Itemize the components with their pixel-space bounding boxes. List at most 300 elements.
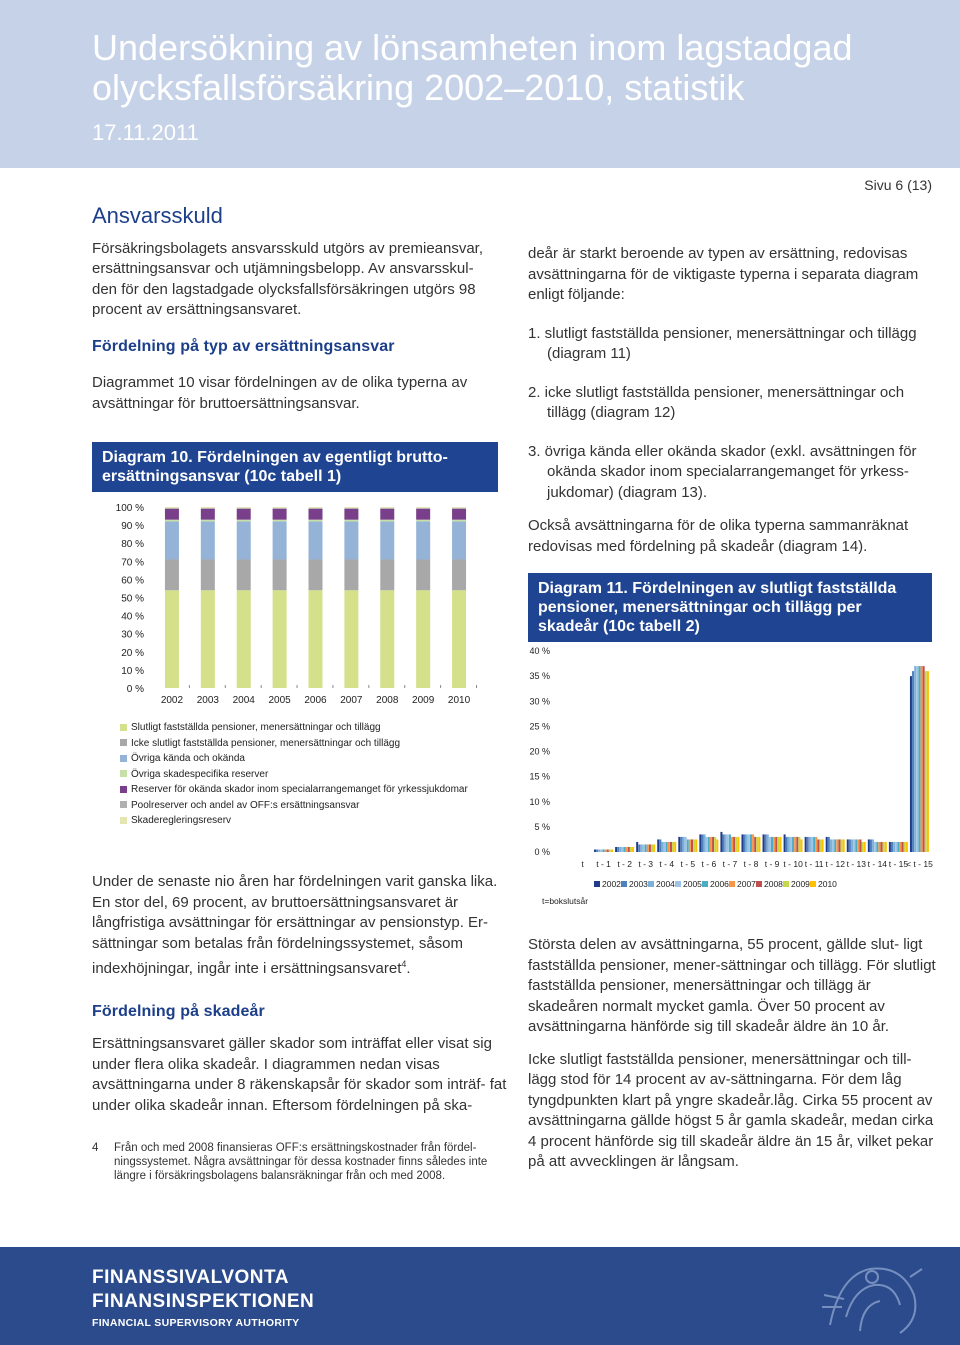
bar-segment xyxy=(165,507,179,508)
y-tick-label: 0 % xyxy=(534,847,550,857)
y-tick-label: 30 % xyxy=(121,629,144,641)
legend-swatch xyxy=(702,881,708,887)
bar xyxy=(801,839,803,852)
bar xyxy=(807,837,809,852)
bar xyxy=(729,834,731,852)
bar-segment xyxy=(416,520,430,522)
bar-segment xyxy=(380,559,394,590)
bar xyxy=(881,842,883,852)
legend-swatch xyxy=(120,739,127,746)
bar xyxy=(712,837,714,852)
bar xyxy=(857,839,859,852)
bar xyxy=(809,837,811,852)
text-line: enligt följande: xyxy=(528,286,625,303)
bar-segment xyxy=(344,559,358,590)
legend-item xyxy=(120,815,231,826)
x-tick-label: < t - 15 xyxy=(906,859,933,869)
bar xyxy=(918,666,920,852)
footer-brand-fi: FINANSSIVALVONTA xyxy=(92,1267,289,1288)
bar xyxy=(621,847,623,852)
bar xyxy=(716,839,718,852)
bar xyxy=(921,666,923,852)
x-tick-mark xyxy=(476,685,477,688)
text-line: lika. En stor del, 69 procent, av bruttoersättningsansvaret xyxy=(92,873,498,911)
legend-label: Slutligt fastställda pensioner, menersättningar och tillägg xyxy=(131,722,381,733)
bar xyxy=(805,837,807,852)
bar xyxy=(748,834,750,852)
y-tick-label: 40 % xyxy=(529,646,550,656)
diagram-11-title xyxy=(528,573,932,642)
bar xyxy=(765,834,767,852)
diagram-11-chart xyxy=(528,643,940,913)
bar xyxy=(927,671,929,852)
legend-swatch xyxy=(594,881,600,887)
text-line: (diagram 11) xyxy=(547,345,631,362)
legend-swatch xyxy=(120,817,127,824)
y-tick-label: 0 % xyxy=(126,684,144,695)
bar xyxy=(683,837,685,852)
bar xyxy=(828,837,830,852)
paragraph-r1 xyxy=(528,244,938,306)
bar xyxy=(883,842,885,852)
bar xyxy=(794,837,796,852)
bar-segment xyxy=(201,590,215,688)
bar xyxy=(784,834,786,852)
bar-segment xyxy=(452,590,466,688)
text-fragment: indexhöjningar, ingår inte i ersättningsansvaret xyxy=(92,960,402,977)
bar-segment xyxy=(416,521,430,559)
legend-label: 2003 xyxy=(629,879,648,889)
bar xyxy=(786,837,788,852)
bar-segment xyxy=(165,590,179,688)
diagram-title-line: Diagram 10. Fördelningen av egentligt brutto- xyxy=(102,449,448,466)
legend-label: Poolreserver och andel av OFF:s ersättningsansvar xyxy=(131,799,360,811)
bar xyxy=(598,849,600,852)
text-line: redovisas med fördelning på skadeår (diagram 14). xyxy=(528,537,868,555)
bar xyxy=(678,837,680,852)
legend-label: 2008 xyxy=(764,879,783,889)
bar-segment xyxy=(273,520,287,522)
document-title xyxy=(92,28,932,108)
text-fragment: . xyxy=(406,960,411,977)
text-line: cirka 4 procent hänförde sig till skadeår äldre än 15 år, vilket xyxy=(528,1112,934,1150)
x-tick-label: 2006 xyxy=(304,695,327,706)
text-line: avsättningarna hänförde sig till skadeår äldre än 10 år. xyxy=(528,1018,890,1035)
bar xyxy=(878,842,880,852)
title-line-1: Undersökning av lönsamheten inom lagstadgad xyxy=(92,27,853,68)
legend-swatch xyxy=(621,881,627,887)
x-tick-label: t - 5 xyxy=(680,859,696,869)
bar xyxy=(680,837,682,852)
bar-segment xyxy=(416,507,430,508)
bar-segment xyxy=(416,590,430,688)
bar xyxy=(864,842,866,852)
x-tick-label: t xyxy=(581,859,584,869)
bar-segment xyxy=(237,521,251,559)
legend-swatch xyxy=(756,881,762,887)
bar xyxy=(763,834,765,852)
y-tick-label: 60 % xyxy=(121,575,144,587)
diagram-title-line: pensioner, menersättningar och tillägg per xyxy=(538,599,862,616)
right-column-lower xyxy=(528,935,940,1173)
legend-item xyxy=(120,753,245,764)
diagram-title-line: Diagram 11. Fördelningen av slutligt fastställda xyxy=(538,580,897,597)
text-line xyxy=(92,960,411,977)
bar xyxy=(756,837,758,852)
bar xyxy=(714,837,716,852)
bar xyxy=(723,834,725,852)
bar xyxy=(649,844,651,852)
text-line: okända skador inom specialarrangemanget för yrkess- xyxy=(547,463,909,480)
text-line: avsättningarna för de viktigaste typerna i separata diagram xyxy=(528,265,919,283)
paragraph-r4 xyxy=(528,1050,940,1173)
text-line: jukdomar) (diagram 13). xyxy=(547,483,708,501)
left-column-lower xyxy=(92,872,507,1116)
bar xyxy=(792,837,794,852)
y-tick-label: 50 % xyxy=(121,593,144,605)
bar-segment xyxy=(452,507,466,508)
text-line: Er-sättningar som betalas från fördelningssystemet, såsom xyxy=(92,914,489,952)
x-tick-label: 2008 xyxy=(376,695,399,706)
text-line: slutligt fastställda pensioner, menersättningar och tillägg xyxy=(528,956,936,994)
bar xyxy=(853,839,855,852)
bar-segment xyxy=(380,507,394,508)
footnote-ref: 4 xyxy=(401,959,407,969)
bar-segment xyxy=(380,520,394,522)
x-tick-label: t - 12 xyxy=(825,859,845,869)
x-tick-label: t - 1 xyxy=(596,859,611,869)
legend-label: 2004 xyxy=(656,879,675,889)
bar xyxy=(798,837,800,852)
bar xyxy=(607,849,609,852)
bar xyxy=(822,839,824,852)
bar xyxy=(775,837,777,852)
legend-swatch xyxy=(675,881,681,887)
text-line: Diagrammet 10 visar fördelningen av de olika typerna av xyxy=(92,374,468,391)
bar xyxy=(796,837,798,852)
bar-segment xyxy=(344,507,358,508)
bar xyxy=(619,847,621,852)
y-tick-label: 5 % xyxy=(534,821,550,832)
footnote-line: längre i försäkringsbolagens balansräkningar från och med 2008. xyxy=(114,1170,446,1182)
bar-segment xyxy=(380,508,394,509)
bar xyxy=(813,837,815,852)
y-tick-label: 30 % xyxy=(529,696,550,707)
title-line-2: olycksfallsförsäkring 2002–2010, statistik xyxy=(92,67,745,108)
bar-segment xyxy=(201,520,215,522)
bar xyxy=(811,837,813,852)
bar xyxy=(830,839,832,852)
bar xyxy=(826,837,828,852)
y-tick-label: 35 % xyxy=(529,671,550,682)
list-item-1 xyxy=(528,324,938,365)
text-line: deår är starkt beroende av typen av ersättning, redovisas xyxy=(528,245,908,262)
bar xyxy=(862,842,864,852)
text-line: fat under olika skadeår innan. Eftersom fördelningen på ska- xyxy=(92,1076,507,1114)
paragraph-1 xyxy=(92,239,502,321)
bar xyxy=(661,842,663,852)
bar xyxy=(773,837,775,852)
bar xyxy=(706,837,708,852)
bar xyxy=(925,671,927,852)
bar xyxy=(693,839,695,852)
y-tick-label: 20 % xyxy=(121,647,144,659)
bar xyxy=(771,837,773,852)
legend-swatch xyxy=(120,724,127,731)
text-line: ligt fastställda pensioner, mener-sättningar och tillägg. För xyxy=(528,936,923,974)
bar xyxy=(914,666,916,852)
bar xyxy=(817,839,819,852)
bar xyxy=(851,839,853,852)
x-tick-label: 2005 xyxy=(268,695,291,706)
x-tick-mark xyxy=(404,685,405,688)
paragraph-r2 xyxy=(528,516,938,557)
bar xyxy=(685,837,687,852)
x-tick-mark xyxy=(440,685,441,688)
bar xyxy=(720,832,722,852)
y-tick-label: 10 % xyxy=(121,665,144,677)
bar xyxy=(819,839,821,852)
bar xyxy=(632,847,634,852)
y-tick-label: 20 % xyxy=(529,746,550,757)
bar-segment xyxy=(344,508,358,509)
text-line: Försäkringsbolagets ansvarsskuld utgörs av premieansvar, xyxy=(92,239,484,257)
x-tick-label: t - 9 xyxy=(764,859,780,869)
text-line: sig under flera olika skadeår. I diagrammen nedan visas xyxy=(92,1035,492,1073)
bar-segment xyxy=(237,509,251,520)
text-line: pekar på att avvecklingen är långsam. xyxy=(528,1132,934,1170)
document-date: 17.11.2011 xyxy=(92,120,199,145)
y-tick-label: 100 % xyxy=(115,503,144,514)
bar-segment xyxy=(165,509,179,520)
bar xyxy=(849,839,851,852)
paragraph-4 xyxy=(92,1034,507,1116)
legend-swatch xyxy=(810,881,816,887)
legend-item xyxy=(120,722,381,733)
x-tick-label: t - 7 xyxy=(722,859,738,869)
legend-label: 2010 xyxy=(818,879,837,889)
text-line: är långfristiga avsättningar för ersättningar av pensionstyp. xyxy=(92,893,464,931)
legend-swatch xyxy=(120,786,127,793)
bar-segment xyxy=(201,521,215,559)
legend-item xyxy=(120,738,400,749)
bar xyxy=(704,834,706,852)
bar xyxy=(638,844,640,852)
bar-segment xyxy=(273,559,287,590)
bar xyxy=(752,834,754,852)
x-tick-mark xyxy=(297,685,298,688)
text-line: 1. slutligt fastställda pensioner, menersättningar och tillägg xyxy=(528,324,917,342)
y-tick-label: 10 % xyxy=(529,796,550,807)
text-line: Största delen av avsättningarna, 55 procent, gällde slut- xyxy=(528,936,900,953)
bar xyxy=(630,847,632,852)
bar xyxy=(843,839,845,852)
text-line: av avsättningarna gällde högst 5 år gamla skadeår, medan xyxy=(528,1091,933,1129)
bar xyxy=(769,837,771,852)
text-line: är skadeåren normalt mycket gamla. Över 50 procent av xyxy=(528,977,885,1015)
footnote xyxy=(92,1141,512,1183)
text-line: Icke slutligt fastställda pensioner, menersättningar och till- xyxy=(528,1050,912,1068)
legend-label: Skaderegleringsreserv xyxy=(131,815,232,826)
x-tick-label: 2010 xyxy=(447,695,471,706)
legend-swatch xyxy=(729,881,735,887)
bar-segment xyxy=(237,559,251,590)
bar xyxy=(699,834,701,852)
bar xyxy=(664,842,666,852)
bar-segment xyxy=(309,507,323,508)
legend-label: 2009 xyxy=(791,879,810,889)
text-line: Under de senaste nio åren har fördelningen varit ganska xyxy=(92,873,467,890)
bar xyxy=(834,839,836,852)
bar xyxy=(689,839,691,852)
bar-segment xyxy=(201,509,215,520)
paragraph-r3 xyxy=(528,935,940,1038)
text-line: lägg stod för 14 procent av av-sättningarna. För dem låg xyxy=(528,1071,902,1088)
bar xyxy=(701,834,703,852)
bar xyxy=(600,849,602,852)
bar-segment xyxy=(344,509,358,520)
bar xyxy=(645,844,647,852)
bar-segment xyxy=(237,507,251,508)
x-tick-label: t - 6 xyxy=(701,859,717,869)
text-line: avsättningarna under 8 räkenskapsår för skador som inträf- xyxy=(92,1076,486,1093)
bar xyxy=(902,842,904,852)
x-tick-mark xyxy=(261,685,262,688)
bar xyxy=(758,837,760,852)
bar xyxy=(617,847,619,852)
bar xyxy=(895,842,897,852)
legend-label: Reserver för okända skador inom specialarrangemanget för yrkessjukdomar xyxy=(131,784,468,795)
bar xyxy=(891,842,893,852)
bar xyxy=(779,837,781,852)
y-tick-label: 80 % xyxy=(121,539,144,551)
bar-segment xyxy=(165,508,179,509)
bar-segment xyxy=(452,520,466,522)
bar xyxy=(666,842,668,852)
bar xyxy=(788,837,790,852)
bar-segment xyxy=(273,509,287,520)
bar xyxy=(916,666,918,852)
bar xyxy=(653,844,655,852)
bar-segment xyxy=(309,521,323,559)
bar xyxy=(859,839,861,852)
diagram-title-line: ersättningsansvar (10c tabell 1) xyxy=(102,468,342,485)
legend-label: Övriga kända och okända xyxy=(131,753,245,764)
legend-label: 2006 xyxy=(710,879,729,889)
x-tick-label: 2002 xyxy=(160,695,184,706)
right-column xyxy=(528,244,938,557)
legend-item xyxy=(120,769,268,780)
bar xyxy=(603,849,605,852)
y-tick-label: 25 % xyxy=(529,721,550,732)
legend-item xyxy=(120,784,468,795)
bar xyxy=(912,671,914,852)
bar xyxy=(855,839,857,852)
bar xyxy=(838,839,840,852)
bar xyxy=(741,834,743,852)
bar xyxy=(744,834,746,852)
bar xyxy=(885,842,887,852)
bar xyxy=(727,834,729,852)
bar xyxy=(626,847,628,852)
bar xyxy=(651,844,653,852)
bar xyxy=(893,842,895,852)
bar-segment xyxy=(380,590,394,688)
bar-segment xyxy=(201,507,215,508)
bar-segment xyxy=(416,508,430,509)
bar xyxy=(674,842,676,852)
bar-segment xyxy=(452,521,466,559)
bar xyxy=(636,842,638,852)
bar xyxy=(731,837,733,852)
diagram-10-legend xyxy=(120,722,500,834)
list-item-3 xyxy=(528,442,938,504)
bar-segment xyxy=(273,508,287,509)
bar-segment xyxy=(237,520,251,522)
bar xyxy=(754,837,756,852)
bar xyxy=(868,839,870,852)
text-line: tillägg (diagram 12) xyxy=(547,404,676,421)
legend-swatch xyxy=(648,881,654,887)
y-tick-label: 70 % xyxy=(121,557,144,569)
bar-segment xyxy=(201,508,215,509)
bar xyxy=(906,842,908,852)
bar xyxy=(672,842,674,852)
chart-note: t=bokslutsår xyxy=(542,896,589,906)
x-tick-label: t - 3 xyxy=(638,859,654,869)
legend-swatch xyxy=(783,881,789,887)
text-line: Också avsättningarna för de olika typerna sammanräknat xyxy=(528,517,909,534)
bar-segment xyxy=(380,521,394,559)
bar-segment xyxy=(344,520,358,522)
paragraph-3 xyxy=(92,872,507,980)
bar-segment xyxy=(452,559,466,590)
bar xyxy=(596,849,598,852)
bar-segment xyxy=(344,590,358,688)
legend-swatch xyxy=(120,770,127,777)
legend-swatch xyxy=(120,755,127,762)
page-footer xyxy=(0,1247,960,1345)
bar-segment xyxy=(165,559,179,590)
bar-segment xyxy=(237,508,251,509)
bar xyxy=(904,842,906,852)
paragraph-2 xyxy=(92,373,502,414)
section-heading-ansvarsskuld: Ansvarsskuld xyxy=(92,203,223,228)
bar xyxy=(841,839,843,852)
bar-segment xyxy=(273,590,287,688)
bar xyxy=(750,834,752,852)
text-line: 2. icke slutligt fastställda pensioner, menersättningar och xyxy=(528,383,905,401)
legend-label: Icke slutligt fastställda pensioner, menersättningar och tillägg xyxy=(131,737,401,749)
bar-segment xyxy=(416,509,430,520)
bar xyxy=(691,839,693,852)
bar-segment xyxy=(237,590,251,688)
bar xyxy=(594,849,596,852)
bar xyxy=(746,834,748,852)
bar xyxy=(624,847,626,852)
bar xyxy=(609,849,611,852)
bar xyxy=(910,676,912,852)
bar xyxy=(790,837,792,852)
bar xyxy=(737,837,739,852)
bar xyxy=(628,847,630,852)
legend-swatch xyxy=(120,801,127,808)
diagram-title-line: skadeår (10c tabell 2) xyxy=(538,618,700,635)
x-tick-label: t - 13 xyxy=(846,859,866,869)
bar xyxy=(889,842,891,852)
bar xyxy=(687,839,689,852)
bar-segment xyxy=(380,509,394,520)
